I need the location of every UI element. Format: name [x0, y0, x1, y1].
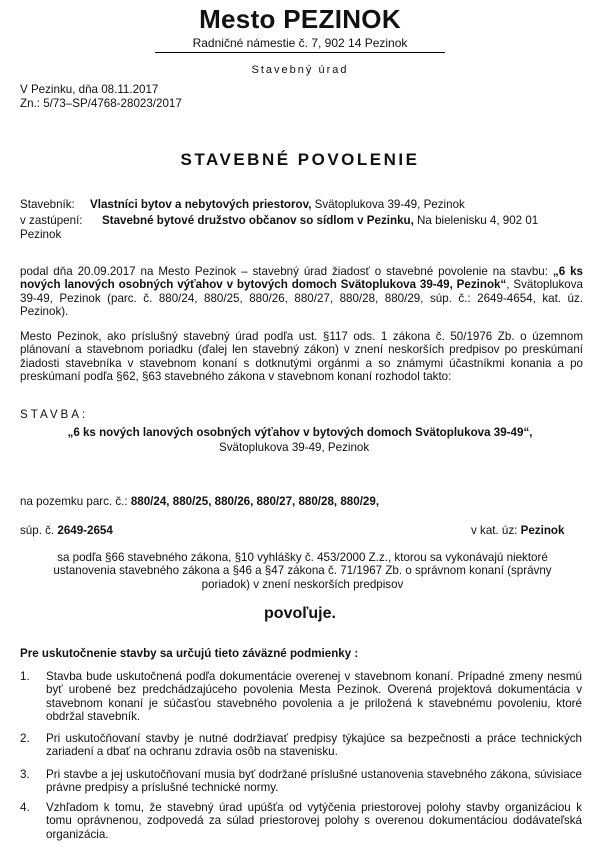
stavba-location: Svätoplukova 39-49, Pezinok [219, 441, 370, 454]
city-title: Mesto PEZINOK [199, 4, 401, 34]
representative-line [20, 214, 585, 227]
condition-item [20, 768, 582, 795]
cadastral-area-label: v kat. úz: [471, 524, 521, 537]
reference-number: Zn.: 5/73–SP/4768-28023/2017 [20, 97, 182, 110]
application-project-name: „6 ks nových lanových osobných výťahov v bytových domoch Svätoplukova 39-49, Pezinok“ [20, 265, 583, 292]
condition-text: Vzhľadom k tomu, že stavebný úrad upúšťa od vytýčenia priestorovej polohy stavby organizáciou k tomu oprávnenou, zodpovedá za súlad priestorovej polohy s overenou dokumentáciou dodávateľská organizácia. [46, 801, 582, 841]
authority-paragraph: Mesto Pezinok, ako príslušný stavebný úrad podľa ust. §117 ods. 1 zákona č. 50/1976 Zb. o územnom plánovaní a stavebnom poriadku (ďalej len stavebný zákon) v znení neskorších predpisov po preskúmaní žiadosti stavebníka v stavebnom konaní s dotknutými orgánmi a so známymi účastníkmi konania a po preskúmaní podľa §62, §63 stavebného zákona v stavebnom konaní rozhodol takto: [20, 330, 583, 384]
document-title: STAVEBNÉ POVOLENIE [180, 150, 420, 169]
decision-verdict: povoľuje. [264, 605, 336, 622]
supisne-value: 2649-2654 [57, 524, 113, 537]
supisne-line [20, 524, 113, 537]
condition-number: 2. [20, 732, 30, 745]
parcel-line [20, 495, 379, 508]
stavba-name: „6 ks nových lanových osobných výťahov v bytových domoch Svätoplukova 39-49“, [67, 426, 533, 439]
header-divider [155, 52, 445, 53]
cadastral-area-value: Pezinok [520, 524, 565, 537]
condition-text: Pri stavbe a jej uskutočňovaní musia byť dodržané príslušné ustanovenia stavebného zákona, súvisiace právne predpisy a príslušné technické normy. [46, 768, 582, 795]
stavba-label: STAVBA: [20, 408, 89, 421]
supisne-label: súp. č. [20, 524, 58, 537]
office-name: Stavebný úrad [251, 64, 349, 76]
parcel-numbers: 880/24, 880/25, 880/26, 880/27, 880/28, 880/29, [130, 495, 380, 508]
place-date: V Pezinku, dňa 08.11.2017 [20, 83, 159, 96]
representative-address: Na bielenisku 4, 902 01 [413, 214, 539, 227]
legal-basis: sa podľa §66 stavebného zákona, §10 vyhlášky č. 453/2000 Z.z., ktorou sa vykonávajú niektoré ustanovenia stavebného zákona a §46 a §47 zákona č. 71/1967 Zb. o správnom konaní (správny poriadok) v znení neskorších predpisov [53, 551, 552, 591]
builder-address: Svätoplukova 39-49, Pezinok [311, 198, 465, 211]
city-address: Radničné námestie č. 7, 902 14 Pezinok [192, 36, 408, 50]
condition-number: 3. [20, 768, 30, 781]
condition-number: 4. [20, 801, 30, 814]
condition-text: Stavba bude uskutočnená podľa dokumentácie overenej v stavebnom konaní. Prípadné zmeny nesmú byť urobené bez predchádzajúceho povolenia Mesta Pezinok. Overená projektová dokumentácia v stavebnom konaní je súčasťou stavebného povolenia a je priložená k stavebnému povoleniu, ktoré obdržal stavebník. [46, 670, 582, 724]
condition-item [20, 732, 582, 759]
condition-item [20, 801, 582, 841]
representative-label: v zastúpení: [20, 214, 83, 227]
builder-line [20, 198, 585, 211]
condition-number: 1. [20, 670, 30, 683]
parcel-label: na pozemku parc. č.: [20, 495, 131, 508]
conditions-heading: Pre uskutočnenie stavby sa určujú tieto záväzné podmienky : [20, 647, 359, 660]
application-text-end: , Svätoplukova 39-49, Pezinok (parc. č. 880/24, 880/25, 880/26, 880/27, 880/28, 880/29, súp. č.: 2649-4654, kat. úz. Pezinok). [20, 278, 583, 319]
builder-name: Vlastníci bytov a nebytových priestorov, [90, 198, 312, 211]
condition-text: Pri uskutočňovaní stavby je nutné dodržiavať predpisy týkajúce sa bezpečnosti a práce technických zariadení a dbať na ochranu zdravia osôb na stavenisku. [46, 732, 582, 759]
builder-label: Stavebník: [20, 198, 75, 211]
application-text-start: podal dňa 20.09.2017 na Mesto Pezinok – stavebný úrad žiadosť o stavebné povolenie na stavbu: [20, 265, 553, 278]
representative-name: Stavebné bytové družstvo občanov so sídlom v Pezinku, [102, 214, 414, 227]
representative-city: Pezinok [20, 228, 62, 241]
condition-item [20, 670, 582, 724]
application-paragraph [20, 265, 583, 319]
cadastral-area-line [471, 524, 564, 537]
